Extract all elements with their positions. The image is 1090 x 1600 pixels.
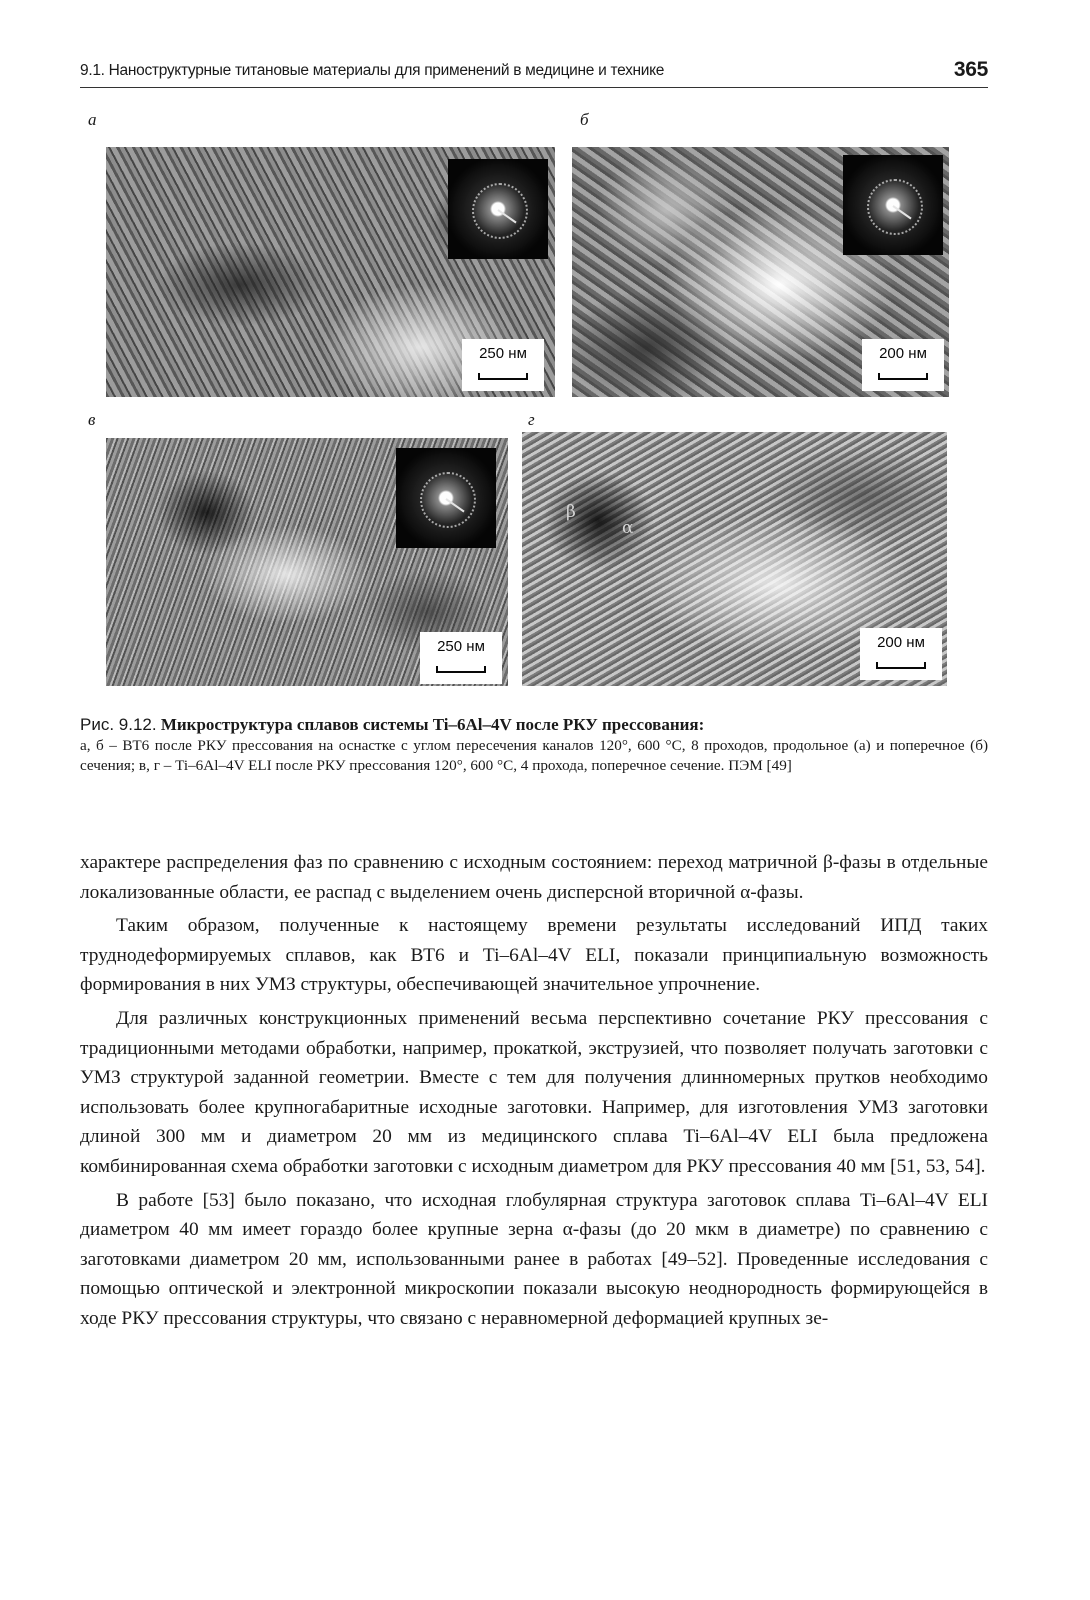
scale-label-g: 200 нм bbox=[877, 634, 925, 651]
caption-text: а, б – ВТ6 после РКУ прессования на оснастке с углом пересечения каналов 120°, 600 °С, 8 проходов, продольное (а) и поперечное (б) сечения; в, г – Ti–6Al–4V ELI после РКУ прессования 120°, 600 °С, 4 прохода, поперечное сечение. ПЭМ [49] bbox=[80, 737, 988, 774]
page-number: 365 bbox=[953, 58, 988, 81]
caption-title: Микроструктура сплавов системы Ti–6Al–4V после РКУ прессования: bbox=[160, 715, 705, 734]
paragraph-1: характере распределения фаз по сравнению с исходным состоянием: переход матричной β-фазы в отдельные локализованные области, ее распад с выделением очень дисперсной вторичной α-фазы. bbox=[80, 852, 988, 903]
panel-letter-b: б bbox=[580, 110, 589, 129]
scale-line-b bbox=[878, 373, 928, 380]
scale-bar-g bbox=[860, 628, 942, 680]
scale-bar-a bbox=[462, 339, 544, 391]
caption-title-line bbox=[80, 714, 988, 736]
scale-bar-v bbox=[420, 632, 502, 684]
scale-bar-b bbox=[862, 339, 944, 391]
micrograph-g bbox=[522, 432, 947, 686]
running-title: 9.1. Наноструктурные титановые материалы для применений в медицине и технике bbox=[80, 62, 665, 79]
caption-prefix: Рис. 9.12. bbox=[80, 715, 157, 734]
scale-line-v bbox=[436, 666, 486, 673]
diffraction-inset-v bbox=[396, 448, 496, 548]
scale-label-v: 250 нм bbox=[437, 638, 485, 655]
paragraph-2: Таким образом, полученные к настоящему времени результаты исследований ИПД таких труднодеформируемых сплавов, как ВТ6 и Ti–6Al–4V ELI, показали принципиальную возможность формирования в них УМЗ структуры, обеспечивающей значительное упрочнение. bbox=[80, 915, 988, 996]
header-rule bbox=[80, 87, 988, 88]
body-text bbox=[80, 848, 988, 1334]
paragraph-4: В работе [53] было показано, что исходная глобулярная структура заготовок сплава Ti–6Al–4V ELI диаметром 40 мм имеет гораздо более крупные зерна α-фазы (до 20 мкм в диаметре) по сравнению с заготовками диаметром 20 мм, использованными ранее в работах [49–52]. Проведенные исследования с помощью оптической и электронной микроскопии показали высокую неоднородность формирующейся в ходе РКУ прессования структуры, что связано с неравномерной деформацией крупных зе- bbox=[80, 1189, 988, 1329]
scale-line-g bbox=[876, 662, 926, 669]
paragraph-3: Для различных конструкционных применений весьма перспективно сочетание РКУ прессования с традиционными методами обработки, например, прокаткой, экструзией, что позволяет получать заготовки с УМЗ структурой заданной геометрии. Вместе с тем для получения длинномерных прутков необходимо использовать более крупногабаритные исходные заготовки. Например, для изготовления УМЗ заготовки длиной 300 мм и диаметром 20 мм из медицинского сплава Ti–6Al–4V ELI была предложена комбинированная схема обработки заготовки с исходным диаметром для РКУ прессования 40 мм [51, 53, 54]. bbox=[80, 1007, 988, 1177]
diffraction-inset-a bbox=[448, 159, 548, 259]
scale-line-a bbox=[478, 373, 528, 380]
phase-label-beta: β bbox=[566, 502, 576, 522]
phase-label-alpha: α bbox=[622, 518, 634, 538]
micrograph-a bbox=[106, 147, 555, 397]
panel-letter-g: г bbox=[528, 410, 535, 429]
scale-label-b: 200 нм bbox=[879, 345, 927, 362]
figure-caption bbox=[80, 714, 988, 776]
panel-letter-a: а bbox=[88, 110, 97, 129]
micrograph-b bbox=[572, 147, 949, 397]
panel-letter-v: в bbox=[88, 410, 96, 429]
running-head bbox=[80, 58, 988, 81]
scale-label-a: 250 нм bbox=[479, 345, 527, 362]
diffraction-inset-b bbox=[843, 155, 943, 255]
micrograph-v bbox=[106, 438, 508, 686]
